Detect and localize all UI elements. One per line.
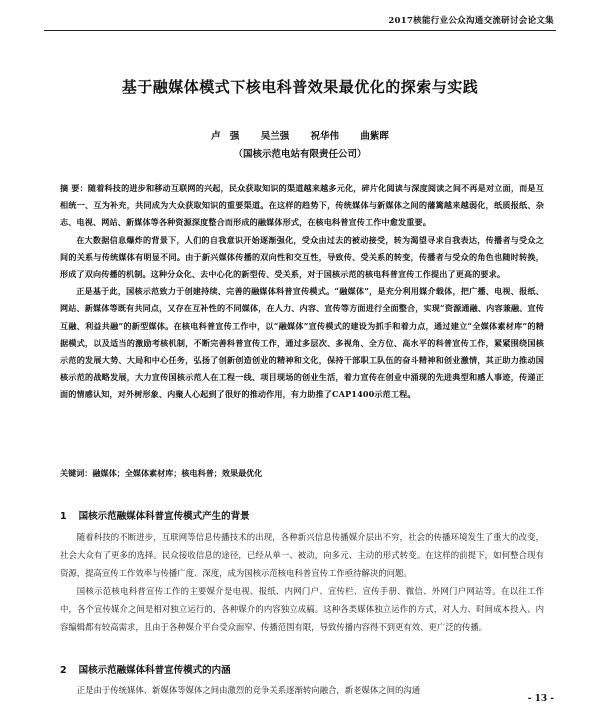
- abstract-paragraph: 在大数据信息爆炸的背景下，人们的自我意识开始逐渐强化，受众由过去的被动接受，转为渴望寻求自我表达，传播者与受众之间的关系与传统媒体有明显不同。由于新兴媒体传播的双向性和交互性，导致传、受关系的转变，传播者与受众的角色也随时转换，形成了双向传播的机制。这种分众化、去中心化的新型传、受关系，对于国核示范的核电科普宣传工作提出了更高的要求。: [60, 234, 544, 280]
- keywords-text: 融媒体；全媒体素材库；核电科普；效果最优化: [92, 468, 263, 478]
- section-title: 国核示范融媒体科普宣传模式的内涵: [78, 665, 231, 676]
- affiliation: （国核示范电站有限责任公司）: [233, 149, 367, 160]
- abstract: [60, 180, 544, 404]
- keywords: [60, 468, 544, 479]
- abstract-text: 随着科技的进步和移动互联网的兴起，民众获取知识的渠道越来越多元化，碎片化阅读与深度阅读之间不再是对立面，而是互相统一、互为补充，共同成为大众获取知识的重要渠道。在这样的趋势下，传统媒体与新媒体之间的藩篱越来越弱化，纸质报纸、杂志、电视、网站、新媒体等各种资源深度整合而形成的融媒体形式，在核电科普宣传工作中愈发重要。: [60, 183, 544, 228]
- section-heading: [60, 662, 231, 676]
- section-heading: [60, 508, 250, 522]
- section-title: 国核示范融媒体科普宣传模式产生的背景: [78, 511, 250, 522]
- abstract-label: 摘 要：: [60, 183, 88, 193]
- body-paragraph: 国核示范核电科普宣传工作的主要媒介是电视、报纸、内网门户、宣传栏、宣传手册、微信、外网门户网站等。在以往工作中，各个宣传媒介之间是相对独立运行的，各种媒介的内容独立成稿。这种各类媒体独立运作的方式，对人力、时间成本投入、内容编辑都有较高需求，且由于各种媒介平台受众面窄、传播范围有限，导致传播内容得不到更有效、更广泛的传播。: [60, 586, 544, 632]
- abstract-paragraph: [60, 180, 544, 232]
- section-number: 2: [60, 665, 67, 676]
- keywords-label: 关键词：: [60, 468, 93, 478]
- section-body: [60, 681, 544, 699]
- paper-title: 基于融媒体模式下核电科普效果最优化的探索与实践: [121, 78, 479, 96]
- author-name: 卢 强: [211, 131, 240, 142]
- section-body: [60, 528, 544, 636]
- abstract-paragraph: 正是基于此，国核示范致力于创建持续、完善的融媒体科普宣传模式。“融媒体”，是充分利用媒介载体，把广播、电视、报纸、网站、新媒体等既有共同点，又存在互补性的不同媒体，在人力、内容、宣传等方面进行全面整合，实现“资源通融、内容兼融、宣传互融、利益共融”的新型媒体。在核电科普宣传工作中，以“融媒体”宣传模式的建设为抓手和着力点，通过建立“全媒体素材库”的精据模式，以及适当的激励考核机制，不断完善科普宣传工作，通过多层次、多视角、全方位、高水平的科普宣传工作，紧紧围绕国核示范的发展大势、大局和中心任务，弘扬了创新创造创业的精神和文化，保持干部职工队伍的奋斗精神和创业激情，其正助力推动国核示范的战略发展，大力宣传国核示范人在工程一线、项目现场的创业生活，着力宣传在创业中涌现的先进典型和感人事迹，传递正面的情感认知，对外树形象、内聚人心起到了很好的推动作用，有力助推了CAP1400示范工程。: [60, 286, 544, 400]
- author-name: 祝华伟: [310, 131, 340, 142]
- page-number: - 13 -: [527, 694, 554, 704]
- header-rule: [44, 30, 556, 31]
- author-name: 曲紫晖: [360, 131, 389, 142]
- author-list: [0, 128, 600, 142]
- author-name: 吴兰强: [260, 131, 290, 142]
- body-paragraph: 随着科技的不断进步，互联网等信息传播技术的出现，各种新兴信息传播媒介层出不穷，社会的传播环境发生了重大的改变，社会大众有了更多的选择。民众接收信息的途径，已经从单一、被动，向多元、主动的形式转变。在这样的前提下，如何整合现有资源，提高宣传工作效率与传播广度、深度，成为国核示范核电科普宣传工作亟待解决的问题。: [60, 532, 544, 578]
- section-number: 1: [60, 511, 67, 522]
- running-header: 2017核能行业公众沟通交流研讨会论文集: [388, 16, 554, 26]
- body-paragraph: 正是由于传统媒体、新媒体等媒体之间由激烈的竞争关系逐渐转向融合，新老媒体之间的沟通: [76, 685, 421, 695]
